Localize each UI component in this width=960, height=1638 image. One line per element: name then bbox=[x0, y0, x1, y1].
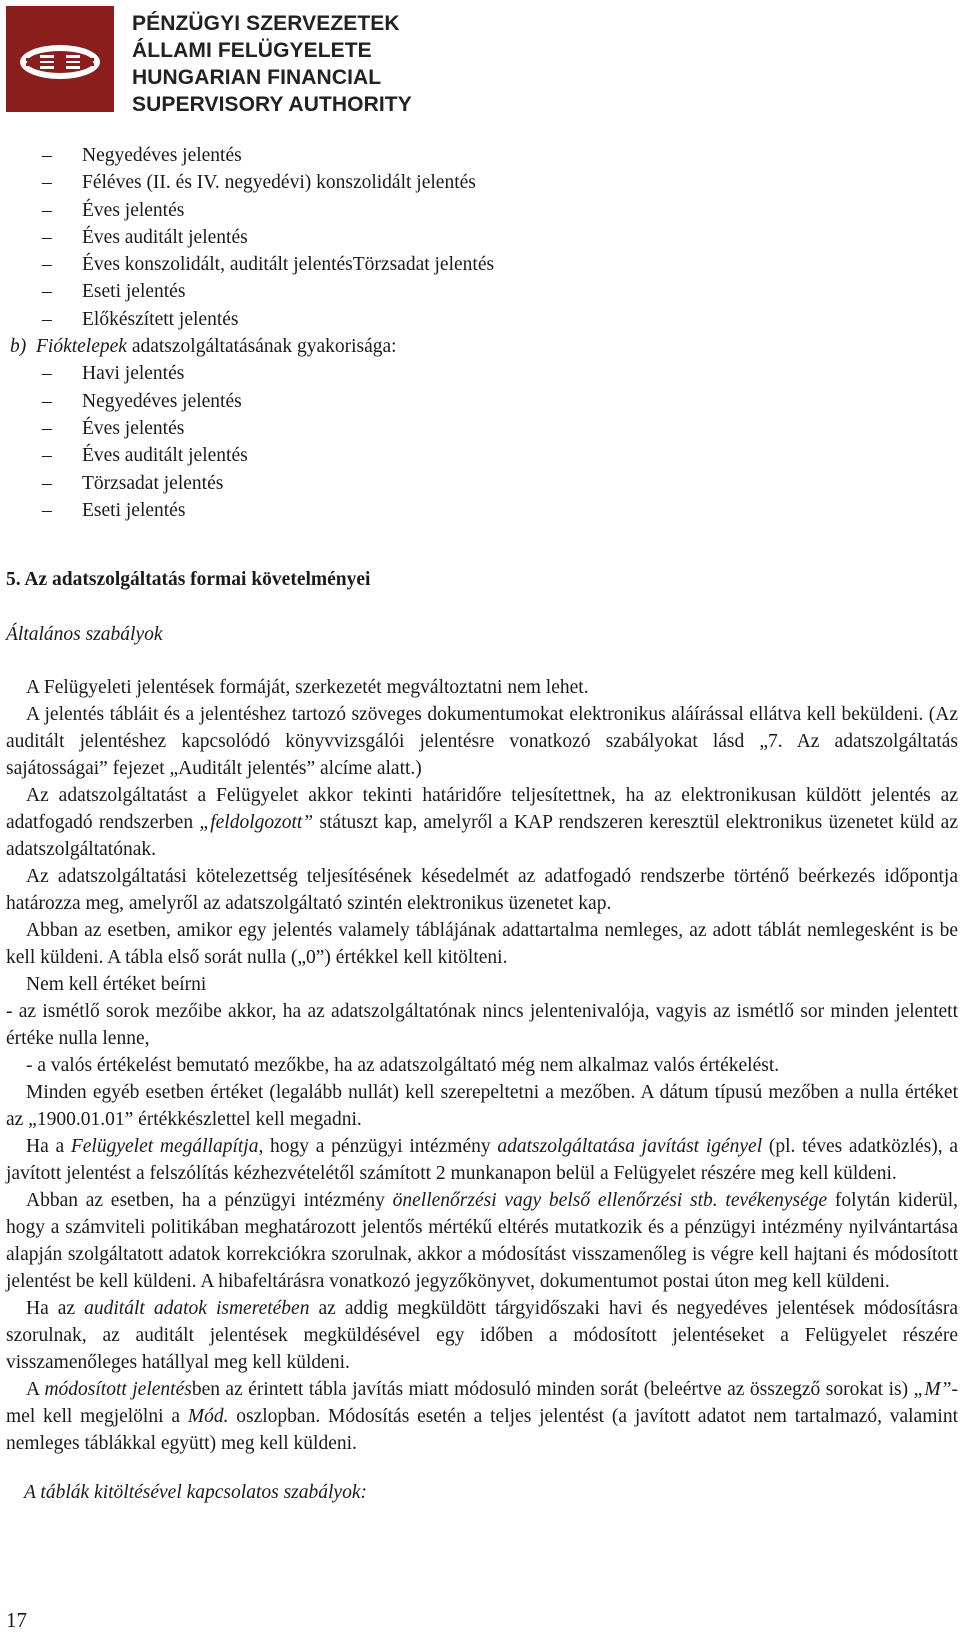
list-item: – Eseti jelentés bbox=[6, 278, 958, 305]
paragraph: Az adatszolgáltatást a Felügyelet akkor tekinti határidőre teljesítettnek, ha az elektronikusan küldött jelentés az adatfogadó rendszerben „feldolgozott” státuszt kap, amelyről a KAP rendszeren keresztül elektronikus üzenetet küld az adatszolgáltatónak. bbox=[6, 785, 958, 861]
org-line-2: ÁLLAMI FELÜGYELETE bbox=[132, 39, 372, 62]
paragraph: A Felügyeleti jelentések formáját, szerkezetét megváltoztatni nem lehet. bbox=[26, 677, 589, 699]
dash-bullet: – bbox=[42, 390, 52, 412]
list-item: – Eseti jelentés bbox=[6, 497, 958, 524]
dash-bullet: – bbox=[42, 417, 52, 439]
dash-bullet: – bbox=[42, 445, 52, 467]
logo-emblem-icon bbox=[6, 6, 114, 112]
dash-bullet: – bbox=[42, 254, 52, 276]
document-body bbox=[6, 142, 958, 1506]
page-number: 17 bbox=[6, 1608, 27, 1632]
org-line-4: SUPERVISORY AUTHORITY bbox=[132, 93, 412, 116]
list-item: – Éves jelentés bbox=[6, 415, 958, 442]
list-item: – Éves auditált jelentés bbox=[6, 442, 958, 469]
paragraph: A módosított jelentésben az érintett tábla javítás miatt módosuló minden sorát (beleértve az összegző sorokat is) „M”-mel kell megjelölni a Mód. oszlopban. Módosítás esetén a teljes jelentést (a javított adatot nem tartalmazó, valamint nemleges táblákkal együtt) meg kell küldeni. bbox=[6, 1379, 959, 1455]
paragraph: Ha a Felügyelet megállapítja, hogy a pénzügyi intézmény adatszolgáltatása javítást igényel (pl. téves adatközlés), a javított jelentést a felszólítás kézhezvételétől számított 2 munkanapon belül a Felügyelet részére meg kell küldeni. bbox=[6, 1136, 958, 1185]
authority-logo bbox=[6, 6, 114, 112]
report-list-1 bbox=[6, 142, 958, 333]
list-item: – Negyedéves jelentés bbox=[6, 388, 958, 415]
dash-bullet: – bbox=[42, 363, 52, 385]
list-item: – Törzsadat jelentés bbox=[6, 470, 958, 497]
dash-bullet: – bbox=[42, 499, 52, 521]
list-item: – Előkészített jelentés bbox=[6, 306, 958, 333]
org-line-1: PÉNZÜGYI SZERVEZETEK bbox=[132, 12, 400, 35]
rules-paragraphs bbox=[6, 674, 958, 1457]
dash-bullet: – bbox=[42, 472, 52, 494]
paragraph: Minden egyéb esetben értéket (legalább nullát) kell szerepeltetni a mezőben. A dátum típusú mezőben a nulla értéket az „1900.01.01” értékkészlettel kell megadni. bbox=[6, 1082, 958, 1131]
dash-bullet: – bbox=[42, 199, 52, 221]
paragraph: Abban az esetben, amikor egy jelentés valamely táblájának adattartalma nemleges, az adott táblát nemlegesként is be kell küldeni. A tábla első sorát nulla („0”) értékkel kell kitölteni. bbox=[6, 920, 958, 969]
dash-bullet: – bbox=[42, 226, 52, 248]
list-item: – Éves jelentés bbox=[6, 197, 958, 224]
paragraph: - a valós értékelést bemutató mezőkbe, ha az adatszolgáltató még nem alkalmaz valós értékelést. bbox=[26, 1055, 780, 1077]
dash-bullet: – bbox=[42, 172, 52, 194]
list-item: – Féléves (II. és IV. negyedévi) konszolidált jelentés bbox=[6, 169, 958, 196]
list-item: – Havi jelentés bbox=[6, 360, 958, 387]
organization-name bbox=[132, 10, 552, 118]
paragraph: Nem kell értéket beírni bbox=[26, 974, 207, 996]
list-item: – Éves konszolidált, auditált jelentésTörzsadat jelentés bbox=[6, 251, 958, 278]
list-item: – Éves auditált jelentés bbox=[6, 224, 958, 251]
paragraph: Abban az esetben, ha a pénzügyi intézmény önellenőrzési vagy belső ellenőrzési stb. tevékenysége folytán kiderül, hogy a számviteli politikában meghatározott jelentős mértékű eltérés mutatkozik és a pénzügyi intézmény nyilvántartása alapján szolgáltatott adatok korrekciókra szorulnak, akkor a módosítást visszamenőleg is végre kell hajtani és módosított jelentést be kell küldeni. A hibafeltárásra vonatkozó jegyzőkönyvet, dokumentumot postai úton meg kell küldeni. bbox=[6, 1190, 959, 1293]
dash-bullet: – bbox=[42, 281, 52, 303]
section-subtitle: Általános szabályok bbox=[6, 624, 163, 646]
section-title: 5. Az adatszolgáltatás formai követelményei bbox=[6, 569, 371, 591]
org-line-3: HUNGARIAN FINANCIAL bbox=[132, 66, 382, 89]
subsection-b-heading: b) Fióktelepek adatszolgáltatásának gyakorisága: bbox=[10, 336, 397, 358]
dash-bullet: – bbox=[42, 308, 52, 330]
paragraph: Ha az auditált adatok ismeretében az addig megküldött tárgyidőszaki havi és negyedéves jelentések módosításra szorulnak, az auditált jelentések megküldésével egy időben a módosított jelentéseket a Felügyelet részére visszamenőleges hatállyal meg kell küldeni. bbox=[6, 1298, 958, 1374]
dash-bullet: – bbox=[42, 145, 52, 166]
paragraph: Az adatszolgáltatási kötelezettség teljesítésének késedelmét az adatfogadó rendszerbe történő beérkezés időpontja határozza meg, amelyről az adatszolgáltató szintén elektronikus üzenetet kap. bbox=[6, 866, 958, 915]
paragraph: A jelentés tábláit és a jelentéshez tartozó szöveges dokumentumokat elektronikus aláírással ellátva kell beküldeni. (Az auditált jelentéshez kapcsolódó könyvvizsgálói jelentésre vonatkozó szabályokat lásd „7. Az adatszolgáltatás sajátosságai” fejezet „Auditált jelentés” alcíme alatt.) bbox=[6, 704, 958, 780]
list-item: – Negyedéves jelentés bbox=[6, 142, 958, 169]
report-list-2 bbox=[6, 360, 958, 524]
paragraph: - az ismétlő sorok mezőibe akkor, ha az adatszolgáltatónak nincs jelentenivalója, vagyis az ismétlő sor minden jelentett értéke nulla lenne, bbox=[6, 1001, 958, 1050]
table-rules-heading: A táblák kitöltésével kapcsolatos szabályok: bbox=[24, 1482, 367, 1504]
